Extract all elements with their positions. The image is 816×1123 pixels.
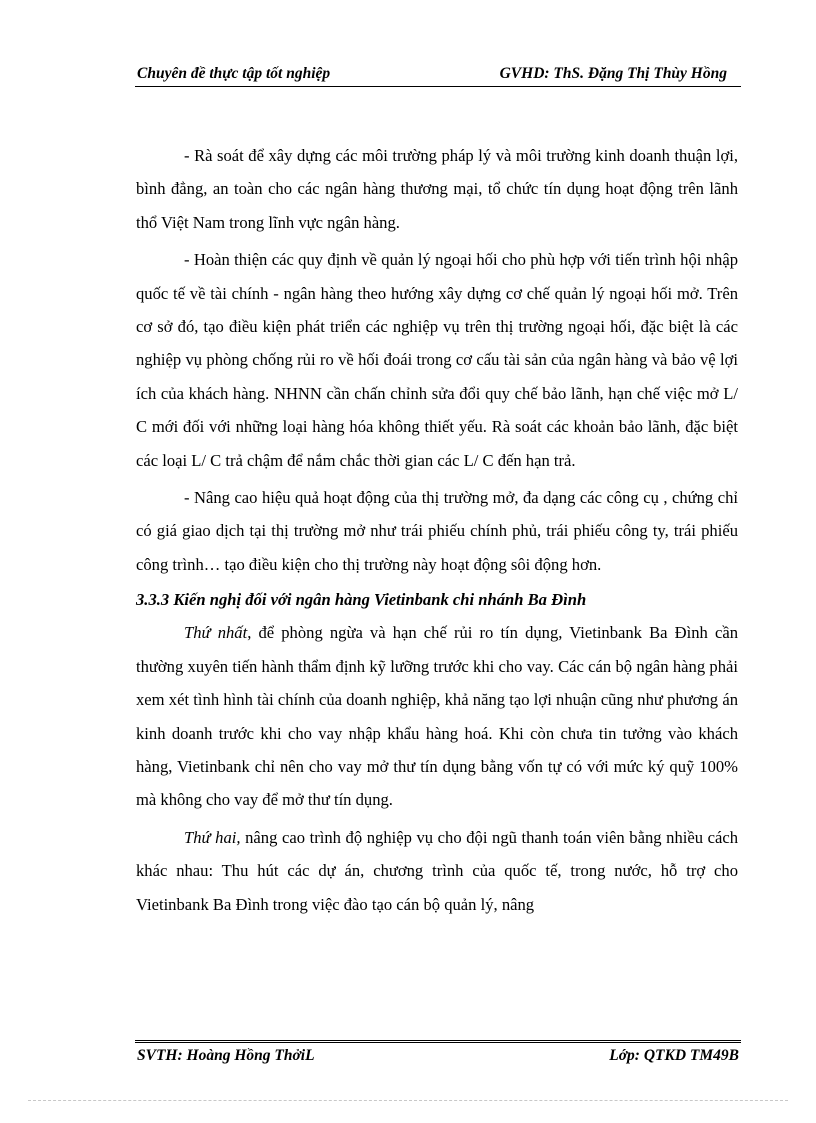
page-header (135, 64, 741, 86)
header-divider (135, 86, 741, 87)
footer-student: SVTH: Hoàng Hồng ThởiL (137, 1047, 315, 1064)
lead-first: Thứ nhất (184, 623, 248, 643)
document-body (136, 139, 738, 925)
page-footer (135, 1044, 741, 1068)
text-second: nâng cao trình độ nghiệp vụ cho đội ngũ thanh toán viên bằng nhiều cách khác nhau: Thu hút các dự án, chương trình của quốc tế, trong nước, hỗ trợ cho Vietinbank Ba Đình trong việc đào tạo cán bộ quản lý, nâng (136, 827, 738, 914)
footer-class: Lớp: QTKD TM49B (609, 1047, 739, 1064)
lead-second: Thứ hai, (184, 827, 241, 847)
paragraph-first-recommendation (136, 616, 738, 816)
text-first: , để phòng ngừa và hạn chế rủi ro tín dụng, Vietinbank Ba Đình cần thường xuyên tiến hành thẩm định kỹ lưỡng trước khi cho vay. Các cán bộ ngân hàng phải xem xét tình hình tài chính của doanh nghiệp, khả năng tạo lợi nhuận cũng như phương án kinh doanh trước khi cho vay nhập khẩu hàng hoá. Khi còn chưa tin tưởng vào khách hàng, Vietinbank chỉ nên cho vay mở thư tín dụng bằng vốn tự có với mức ký quỹ 100% mà không cho vay để mở thư tín dụng. (136, 623, 738, 810)
paragraph-second-recommendation (136, 821, 738, 921)
paragraph-open-market: - Nâng cao hiệu quả hoạt động của thị trường mở, đa dạng các công cụ , chứng chỉ có giá giao dịch tại thị trường mở như trái phiếu chính phủ, trái phiếu công ty, trái phiếu công trình… tạo điều kiện cho thị trường này hoạt động sôi động hơn. (136, 488, 738, 574)
footer-divider (135, 1040, 741, 1043)
header-thesis-title: Chuyên đề thực tập tốt nghiệp (137, 65, 331, 82)
section-heading: 3.3.3 Kiến nghị đối với ngân hàng Vietinbank chi nhánh Ba Đình (136, 590, 587, 610)
paragraph-foreign-exchange: - Hoàn thiện các quy định về quản lý ngoại hối cho phù hợp với tiến trình hội nhập quốc tế về tài chính - ngân hàng theo hướng xây dựng cơ chế quản lý ngoại hối mở. Trên cơ sở đó, tạo điều kiện phát triển các nghiệp vụ trên thị trường ngoại hối, đặc biệt là các nghiệp vụ phòng chống rủi ro về hối đoái trong cơ cấu tài sản của ngân hàng và bảo vệ lợi ích của khách hàng. NHNN cần chấn chỉnh sửa đổi quy chế bảo lãnh, hạn chế việc mở L/ C mới đối với những loại hàng hóa không thiết yếu. Rà soát các khoản bảo lãnh, đặc biệt các loại L/ C trả chậm để nắm chắc thời gian các L/ C đến hạn trả. (136, 250, 738, 470)
paragraph-legal-environment: - Rà soát để xây dựng các môi trường pháp lý và môi trường kinh doanh thuận lợi, bình đẳng, an toàn cho các ngân hàng thương mại, tổ chức tín dụng hoạt động trên lãnh thổ Việt Nam trong lĩnh vực ngân hàng. (136, 146, 738, 232)
header-supervisor: GVHD: ThS. Đặng Thị Thùy Hồng (499, 65, 727, 82)
page-bottom-edge (28, 1100, 788, 1101)
